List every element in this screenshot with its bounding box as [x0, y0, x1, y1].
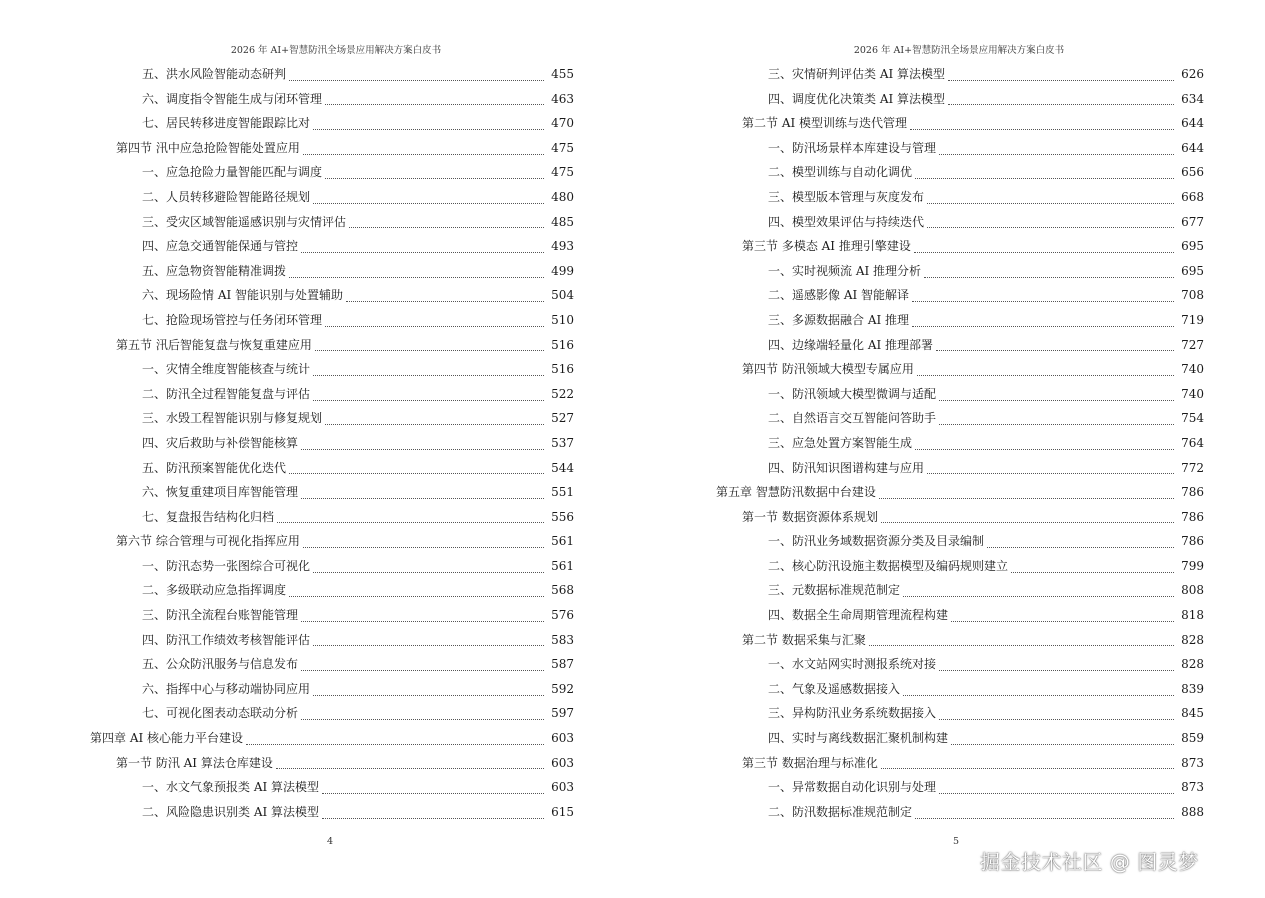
dot-leader — [924, 269, 1174, 278]
toc-entry-title: 第五章 智慧防汛数据中台建设 — [716, 485, 876, 500]
toc-entry-title: 一、异常数据自动化识别与处理 — [768, 780, 937, 795]
dot-leader — [315, 342, 544, 351]
dot-leader — [939, 416, 1174, 425]
toc-entry-title: 第二节 数据采集与汇聚 — [742, 632, 866, 647]
toc-entry-page: 677 — [1181, 214, 1204, 229]
toc-entry-page: 480 — [551, 189, 574, 204]
toc-entry[interactable] — [716, 603, 1204, 628]
toc-entry-page: 463 — [551, 91, 574, 106]
dot-leader — [322, 810, 544, 819]
toc-entry-page: 740 — [1181, 362, 1204, 377]
toc-entry-title: 第四节 汛中应急抢险智能处置应用 — [116, 140, 300, 155]
dot-leader — [915, 441, 1174, 450]
toc-entry[interactable] — [90, 578, 574, 603]
toc-entry-page: 568 — [551, 583, 574, 598]
toc-entry-title: 六、现场险情 AI 智能识别与处置辅助 — [142, 288, 344, 303]
toc-entry-title: 一、水文气象预报类 AI 算法模型 — [142, 780, 320, 795]
toc-entry[interactable] — [90, 259, 574, 284]
toc-entry-title: 四、边缘端轻量化 AI 推理部署 — [768, 337, 934, 352]
toc-entry-title: 三、灾情研判评估类 AI 算法模型 — [768, 67, 946, 81]
dot-leader — [914, 244, 1174, 253]
toc-entry-page: 499 — [551, 263, 574, 278]
toc-entry-title: 六、调度指令智能生成与闭环管理 — [142, 91, 323, 106]
toc-entry-page: 818 — [1181, 608, 1204, 623]
toc-entry[interactable] — [716, 751, 1204, 776]
toc-entry-title: 一、防汛场景样本库建设与管理 — [768, 140, 937, 155]
toc-entry-page: 727 — [1181, 337, 1204, 352]
toc-entry-title: 四、实时与离线数据汇聚机制构建 — [768, 731, 949, 746]
dot-leader — [936, 342, 1174, 351]
dot-leader — [951, 613, 1174, 622]
toc-entry[interactable] — [716, 62, 1204, 87]
dot-leader — [303, 146, 544, 155]
toc-entry-page: 708 — [1181, 288, 1204, 303]
toc-entry[interactable] — [90, 185, 574, 210]
toc-entry[interactable] — [716, 701, 1204, 726]
toc-entry-title: 五、防汛预案智能优化迭代 — [142, 460, 287, 475]
toc-entry[interactable] — [716, 677, 1204, 702]
toc-entry-title: 五、洪水风险智能动态研判 — [142, 67, 287, 81]
toc-entry-page: 845 — [1181, 706, 1204, 721]
toc-entry[interactable] — [90, 283, 574, 308]
toc-entry-page: 668 — [1181, 189, 1204, 204]
toc-entry[interactable] — [716, 406, 1204, 431]
toc-entry[interactable] — [90, 652, 574, 677]
dot-leader — [915, 810, 1174, 819]
dot-leader — [313, 367, 544, 376]
toc-entry-page: 516 — [551, 362, 574, 377]
toc-entry[interactable] — [90, 628, 574, 653]
toc-entry[interactable] — [90, 456, 574, 481]
toc-entry[interactable] — [716, 800, 1204, 825]
toc-entry-title: 六、恢复重建项目库智能管理 — [142, 485, 299, 500]
toc-entry-title: 三、多源数据融合 AI 推理 — [768, 312, 910, 327]
dot-leader — [313, 687, 544, 696]
toc-entry-title: 七、可视化图表动态联动分析 — [142, 706, 299, 721]
toc-entry-title: 第二节 AI 模型训练与迭代管理 — [742, 116, 908, 131]
toc-entry-page: 561 — [551, 558, 574, 573]
table-of-contents — [716, 62, 1204, 824]
dot-leader — [948, 96, 1174, 105]
toc-entry-title: 第五节 汛后智能复盘与恢复重建应用 — [116, 337, 312, 352]
toc-entry-title: 四、防汛工作绩效考核智能评估 — [142, 632, 311, 647]
toc-entry-title: 二、核心防汛设施主数据模型及编码规则建立 — [768, 558, 1009, 573]
toc-entry-title: 第一节 防汛 AI 算法仓库建设 — [116, 755, 273, 770]
dot-leader — [289, 465, 544, 474]
toc-entry-title: 四、数据全生命周期管理流程构建 — [768, 608, 949, 623]
toc-entry-page: 522 — [551, 386, 574, 401]
toc-entry-title: 二、人员转移避险智能路径规划 — [142, 189, 311, 204]
dot-leader — [927, 195, 1174, 204]
dot-leader — [322, 785, 544, 794]
dot-leader — [917, 367, 1174, 376]
toc-entry-page: 695 — [1181, 239, 1204, 254]
dot-leader — [289, 588, 544, 597]
dot-leader — [903, 687, 1174, 696]
dot-leader — [301, 711, 544, 720]
toc-entry-title: 二、气象及遥感数据接入 — [768, 681, 901, 696]
toc-entry-page: 786 — [1181, 509, 1204, 524]
toc-entry-page: 603 — [551, 731, 574, 746]
dot-leader — [289, 72, 544, 81]
dot-leader — [912, 293, 1174, 302]
toc-entry-title: 四、应急交通智能保通与管控 — [142, 239, 299, 254]
toc-entry-page: 516 — [551, 337, 574, 352]
toc-entry-page: 504 — [551, 288, 574, 303]
toc-entry[interactable] — [716, 726, 1204, 751]
toc-entry-page: 764 — [1181, 435, 1204, 450]
toc-entry-page: 485 — [551, 214, 574, 229]
toc-entry-page: 475 — [551, 140, 574, 155]
toc-entry[interactable] — [716, 578, 1204, 603]
dot-leader — [879, 490, 1174, 499]
toc-entry[interactable] — [90, 406, 574, 431]
toc-entry-title: 第一节 数据资源体系规划 — [742, 509, 878, 524]
toc-entry-page: 561 — [551, 534, 574, 549]
toc-entry-title: 四、调度优化决策类 AI 算法模型 — [768, 91, 946, 106]
toc-entry-page: 656 — [1181, 165, 1204, 180]
toc-entry-title: 三、防汛全流程台账智能管理 — [142, 608, 299, 623]
toc-entry-title: 七、抢险现场管控与任务闭环管理 — [142, 312, 323, 327]
toc-entry-page: 626 — [1181, 67, 1204, 81]
toc-entry-title: 四、灾后救助与补偿智能核算 — [142, 435, 299, 450]
toc-entry[interactable] — [716, 111, 1204, 136]
dot-leader — [313, 564, 544, 573]
dot-leader — [939, 392, 1174, 401]
toc-entry-page: 603 — [551, 780, 574, 795]
toc-entry-page: 551 — [551, 485, 574, 500]
toc-entry[interactable] — [90, 554, 574, 579]
toc-entry-page: 828 — [1181, 657, 1204, 672]
dot-leader — [289, 269, 544, 278]
toc-entry-title: 二、模型训练与自动化调优 — [768, 165, 913, 180]
toc-entry-page: 583 — [551, 632, 574, 647]
toc-entry-page: 475 — [551, 165, 574, 180]
toc-entry[interactable] — [716, 160, 1204, 185]
toc-entry-title: 第三节 多模态 AI 推理引擎建设 — [742, 239, 911, 254]
toc-entry-title: 一、水文站网实时测报系统对接 — [768, 657, 937, 672]
toc-entry-page: 615 — [551, 804, 574, 819]
dot-leader — [939, 146, 1174, 155]
toc-entry-page: 786 — [1181, 534, 1204, 549]
dot-leader — [939, 785, 1174, 794]
toc-entry[interactable] — [90, 210, 574, 235]
toc-entry-page: 873 — [1181, 780, 1204, 795]
toc-entry[interactable] — [716, 185, 1204, 210]
toc-entry-title: 二、防汛数据标准规范制定 — [768, 804, 913, 819]
dot-leader — [301, 441, 544, 450]
toc-entry[interactable] — [90, 333, 574, 358]
toc-entry-page: 740 — [1181, 386, 1204, 401]
toc-entry-page: 587 — [551, 657, 574, 672]
dot-leader — [349, 219, 544, 228]
watermark: 掘金技术社区 @ 图灵梦 — [980, 850, 1199, 874]
toc-entry-page: 719 — [1181, 312, 1204, 327]
toc-entry-page: 786 — [1181, 485, 1204, 500]
toc-entry-page: 510 — [551, 312, 574, 327]
toc-entry-page: 537 — [551, 435, 574, 450]
toc-entry-title: 三、异构防汛业务系统数据接入 — [768, 706, 937, 721]
dot-leader — [277, 514, 544, 523]
toc-entry-title: 三、水毁工程智能识别与修复规划 — [142, 411, 323, 426]
dot-leader — [910, 121, 1174, 130]
dot-leader — [881, 514, 1174, 523]
dot-leader — [1011, 564, 1174, 573]
toc-entry-page: 576 — [551, 608, 574, 623]
dot-leader — [939, 711, 1174, 720]
dot-leader — [927, 219, 1174, 228]
page-header: 2026 年 AI+智慧防汛全场景应用解决方案白皮书 — [853, 45, 1065, 56]
toc-entry-page: 873 — [1181, 755, 1204, 770]
toc-entry-title: 三、受灾区域智能遥感识别与灾情评估 — [142, 214, 347, 229]
dot-leader — [303, 539, 544, 548]
toc-entry[interactable] — [90, 751, 574, 776]
toc-entry-page: 772 — [1181, 460, 1204, 475]
toc-entry[interactable] — [90, 677, 574, 702]
toc-entry-page: 597 — [551, 706, 574, 721]
toc-entry[interactable] — [90, 529, 574, 554]
toc-entry-title: 七、居民转移进度智能跟踪比对 — [142, 116, 311, 131]
toc-entry-page: 592 — [551, 681, 574, 696]
table-of-contents — [90, 62, 574, 824]
toc-entry[interactable] — [716, 283, 1204, 308]
toc-entry[interactable] — [90, 800, 574, 825]
toc-entry[interactable] — [90, 136, 574, 161]
toc-entry[interactable] — [90, 62, 574, 87]
toc-entry-page: 828 — [1181, 632, 1204, 647]
dot-leader — [869, 637, 1174, 646]
toc-entry[interactable] — [90, 431, 574, 456]
dot-leader — [325, 318, 544, 327]
toc-entry-title: 二、遥感影像 AI 智能解译 — [768, 288, 910, 303]
dot-leader — [951, 736, 1174, 745]
dot-leader — [948, 72, 1174, 81]
dot-leader — [301, 490, 544, 499]
toc-entry-title: 三、模型版本管理与灰度发布 — [768, 189, 925, 204]
toc-entry-title: 第三节 数据治理与标准化 — [742, 755, 878, 770]
toc-entry-page: 455 — [551, 67, 574, 81]
dot-leader — [313, 121, 544, 130]
dot-leader — [881, 760, 1174, 769]
dot-leader — [927, 465, 1174, 474]
toc-entry[interactable] — [90, 603, 574, 628]
dot-leader — [903, 588, 1174, 597]
toc-entry-title: 六、指挥中心与移动端协同应用 — [142, 681, 311, 696]
toc-entry[interactable] — [716, 357, 1204, 382]
dot-leader — [939, 662, 1174, 671]
toc-entry[interactable] — [716, 652, 1204, 677]
toc-entry[interactable] — [90, 234, 574, 259]
toc-entry-page: 644 — [1181, 116, 1204, 131]
toc-entry[interactable] — [716, 529, 1204, 554]
toc-entry-title: 一、防汛业务域数据资源分类及目录编制 — [768, 534, 985, 549]
page-number: 5 — [953, 836, 960, 847]
toc-entry-title: 三、元数据标准规范制定 — [768, 583, 901, 598]
toc-entry[interactable] — [90, 775, 574, 800]
toc-entry-title: 一、防汛领域大模型微调与适配 — [768, 386, 937, 401]
dot-leader — [912, 318, 1174, 327]
toc-entry-title: 四、防汛知识图谱构建与应用 — [768, 460, 925, 475]
toc-entry[interactable] — [90, 480, 574, 505]
dot-leader — [246, 736, 544, 745]
dot-leader — [301, 613, 544, 622]
toc-entry[interactable] — [716, 554, 1204, 579]
toc-entry[interactable] — [90, 357, 574, 382]
dot-leader — [346, 293, 544, 302]
toc-entry-title: 七、复盘报告结构化归档 — [142, 509, 275, 524]
toc-entry-title: 二、自然语言交互智能问答助手 — [768, 411, 937, 426]
toc-entry-page: 695 — [1181, 263, 1204, 278]
toc-entry-title: 三、应急处置方案智能生成 — [768, 435, 913, 450]
toc-entry-page: 754 — [1181, 411, 1204, 426]
toc-entry[interactable] — [90, 701, 574, 726]
toc-entry[interactable] — [716, 456, 1204, 481]
toc-entry[interactable] — [716, 234, 1204, 259]
dot-leader — [313, 637, 544, 646]
toc-entry[interactable] — [90, 726, 574, 751]
right-page — [633, 0, 1265, 898]
toc-entry[interactable] — [716, 628, 1204, 653]
toc-entry-page: 470 — [551, 116, 574, 131]
toc-entry[interactable] — [716, 505, 1204, 530]
dot-leader — [325, 416, 544, 425]
toc-entry[interactable] — [90, 308, 574, 333]
left-page — [0, 0, 632, 898]
dot-leader — [313, 195, 544, 204]
toc-entry-page: 859 — [1181, 731, 1204, 746]
toc-entry-page: 808 — [1181, 583, 1204, 598]
toc-entry-title: 二、风险隐患识别类 AI 算法模型 — [142, 804, 320, 819]
dot-leader — [325, 96, 544, 105]
toc-entry[interactable] — [90, 111, 574, 136]
page-header: 2026 年 AI+智慧防汛全场景应用解决方案白皮书 — [230, 45, 442, 56]
toc-entry-page: 527 — [551, 411, 574, 426]
toc-entry[interactable] — [716, 480, 1204, 505]
toc-entry-title: 第四节 防汛领域大模型专属应用 — [742, 362, 914, 377]
toc-entry-title: 第六节 综合管理与可视化指挥应用 — [116, 534, 300, 549]
toc-entry-title: 一、应急抢险力量智能匹配与调度 — [142, 165, 323, 180]
toc-entry-page: 799 — [1181, 558, 1204, 573]
toc-entry[interactable] — [716, 431, 1204, 456]
toc-entry-title: 一、实时视频流 AI 推理分析 — [768, 263, 922, 278]
toc-entry-page: 544 — [551, 460, 574, 475]
toc-entry[interactable] — [90, 87, 574, 112]
dot-leader — [915, 170, 1174, 179]
toc-entry-page: 493 — [551, 239, 574, 254]
toc-entry-title: 二、防汛全过程智能复盘与评估 — [142, 386, 311, 401]
page-number: 4 — [327, 836, 334, 847]
toc-entry-title: 四、模型效果评估与持续迭代 — [768, 214, 925, 229]
toc-entry[interactable] — [716, 382, 1204, 407]
dot-leader — [276, 760, 544, 769]
toc-entry-title: 二、多级联动应急指挥调度 — [142, 583, 287, 598]
dot-leader — [301, 244, 544, 253]
toc-entry[interactable] — [90, 505, 574, 530]
toc-entry[interactable] — [716, 136, 1204, 161]
toc-entry-page: 839 — [1181, 681, 1204, 696]
toc-entry-title: 五、应急物资智能精准调拨 — [142, 263, 287, 278]
toc-entry[interactable] — [716, 259, 1204, 284]
dot-leader — [301, 662, 544, 671]
toc-entry-title: 五、公众防汛服务与信息发布 — [142, 657, 299, 672]
toc-entry-page: 888 — [1181, 804, 1204, 819]
dot-leader — [325, 170, 544, 179]
toc-entry-page: 603 — [551, 755, 574, 770]
dot-leader — [987, 539, 1174, 548]
toc-entry[interactable] — [716, 775, 1204, 800]
dot-leader — [313, 392, 544, 401]
toc-entry-title: 一、灾情全维度智能核查与统计 — [142, 362, 311, 377]
toc-entry-page: 644 — [1181, 140, 1204, 155]
toc-entry[interactable] — [716, 87, 1204, 112]
toc-entry-title: 第四章 AI 核心能力平台建设 — [90, 731, 244, 746]
toc-entry[interactable] — [90, 160, 574, 185]
toc-entry[interactable] — [716, 308, 1204, 333]
toc-entry[interactable] — [716, 210, 1204, 235]
toc-entry-page: 634 — [1181, 91, 1204, 106]
toc-entry-title: 一、防汛态势一张图综合可视化 — [142, 558, 311, 573]
toc-entry[interactable] — [90, 382, 574, 407]
toc-entry-page: 556 — [551, 509, 574, 524]
toc-entry[interactable] — [716, 333, 1204, 358]
